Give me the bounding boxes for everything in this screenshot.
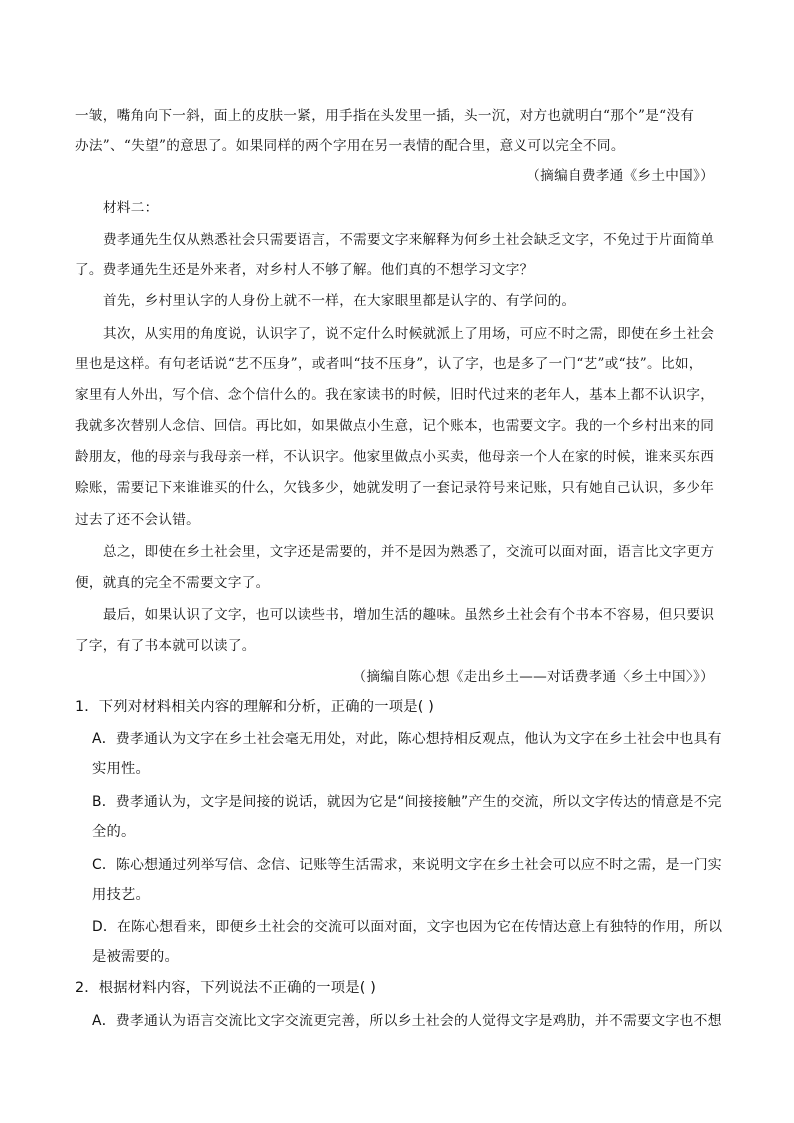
material2-line-13: 最后，如果认识了文字，也可以读些书，增加生活的趣味。虽然乡土社会有个书本不容易，但只要识 [103, 607, 715, 623]
question-1-option-c-cont: 用技艺。 [92, 887, 150, 903]
material2-line-2: 了。费孝通先生还是外来者，对乡村人不够了解。他们真的不想学习文字？ [75, 262, 534, 278]
material2-line-10: 过去了还不会认错。 [75, 512, 201, 528]
material2-line-12: 便，就真的完全不需要文字了。 [75, 575, 270, 591]
material1-source: （摘编自费孝通《乡土中国》） [526, 168, 714, 184]
material1-line-1: 一皱，嘴角向下一斜，面上的皮肤一紧，用手指在头发里一插，头一沉，对方也就明白“那个”是“没有 [75, 108, 695, 124]
material2-source: （摘编自陈心想《走出乡土——对话费孝通〈乡土中国〉》） [352, 669, 714, 685]
question-2-option-a: A．费孝通认为语言交流比文字交流更完善，所以乡土社会的人觉得文字是鸡肋，并不需要文字也不想 [92, 1013, 722, 1029]
question-1-option-a: A．费孝通认为文字在乡土社会毫无用处，对此，陈心想持相反观点，他认为文字在乡土社会中也具有 [92, 731, 722, 747]
material2-line-3: 首先，乡村里认字的人身份上就不一样，在大家眼里都是认字的、有学问的。 [103, 293, 576, 309]
material2-line-6: 家里有人外出，写个信、念个信什么的。我在家读书的时候，旧时代过来的老年人，基本上都不认识字， [75, 387, 715, 403]
material2-line-14: 了字，有了书本就可以读了。 [75, 638, 256, 654]
question-2-stem: 2．根据材料内容，下列说法不正确的一项是( ) [75, 980, 377, 996]
material2-heading: 材料二： [103, 200, 159, 216]
question-1-option-c: C．陈心想通过列举写信、念信、记账等生活需求，来说明文字在乡土社会可以应不时之需，是一门实 [92, 857, 722, 873]
question-1-option-d: D．在陈心想看来，即便乡土社会的交流可以面对面，文字也因为它在传情达意上有独特的作用，所以 [92, 919, 723, 935]
material2-line-8: 龄朋友，他的母亲与我母亲一样，不认识字。他家里做点小买卖，他母亲一个人在家的时候，谁来买东西 [75, 449, 715, 465]
material2-line-1: 费孝通先生仅从熟悉社会只需要语言，不需要文字来解释为何乡土社会缺乏文字，不免过于片面简单 [103, 232, 715, 248]
question-1-stem: 1．下列对材料相关内容的理解和分析，正确的一项是( ) [75, 699, 435, 715]
material2-line-9: 赊账，需要记下来谁谁买的什么，欠钱多少，她就发明了一套记录符号来记账，只有她自己认识，多少年 [75, 480, 715, 496]
question-1-option-d-cont: 是被需要的。 [92, 949, 179, 965]
material2-line-7: 我就多次替别人念信、回信。再比如，如果做点小生意，记个账本，也需要文字。我的一个乡村出来的同 [75, 418, 715, 434]
question-1-option-b: B．费孝通认为，文字是间接的说话，就因为它是“间接接触”产生的交流，所以文字传达的情意是不完 [92, 794, 722, 810]
question-1-option-b-cont: 全的。 [92, 824, 136, 840]
material2-line-4: 其次，从实用的角度说，认识字了，说不定什么时候就派上了用场，可应不时之需，即使在乡土社会 [103, 326, 715, 342]
material1-line-2: 办法”、“失望”的意思了。如果同样的两个字用在另一表情的配合里，意义可以完全不同。 [75, 138, 625, 154]
material2-line-11: 总之，即使在乡土社会里，文字还是需要的，并不是因为熟悉了，交流可以面对面，语言比文字更方 [103, 544, 715, 560]
question-1-option-a-cont: 实用性。 [92, 761, 150, 777]
material2-line-5: 里也是这样。有句老话说“艺不压身”，或者叫“技不压身”，认了字，也是多了一门“艺”或“技”。比如， [75, 356, 703, 372]
